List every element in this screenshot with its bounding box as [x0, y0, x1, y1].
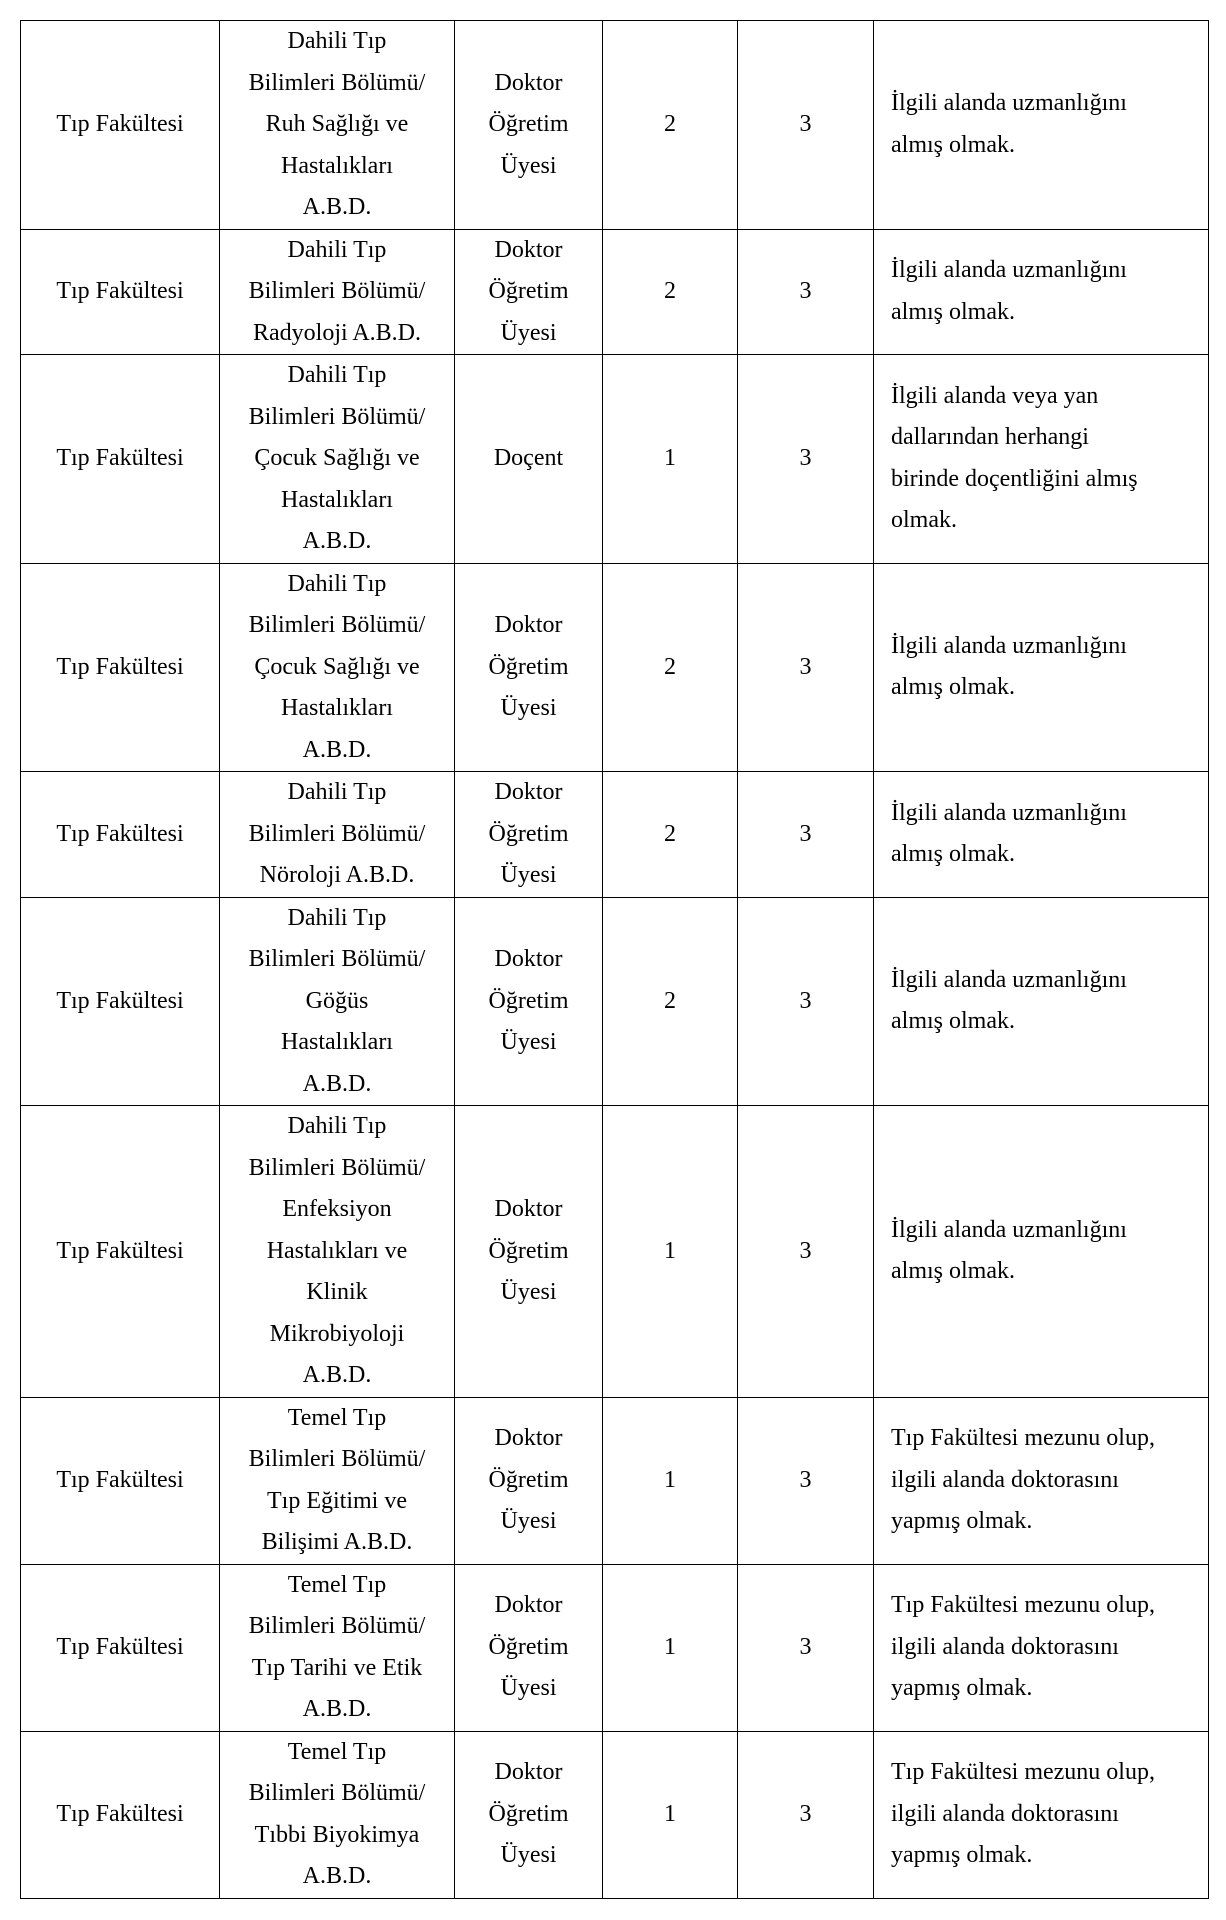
department-text: Dahili Tıp: [287, 236, 387, 263]
staff-title-text: Üyesi: [500, 695, 557, 721]
department-text: A.B.D.: [302, 1070, 372, 1097]
staff-title-text: Doktor: [494, 612, 563, 638]
staff-title-text: Üyesi: [500, 319, 557, 346]
count-cell: [603, 772, 738, 898]
requirement-cell: [874, 1106, 1209, 1398]
staff-title-cell: [455, 772, 603, 898]
degree-text: 3: [799, 445, 812, 471]
table-row: [21, 1564, 1209, 1731]
count-cell: [603, 229, 738, 355]
degree-text: 3: [799, 653, 812, 680]
requirement-text: almış olmak.: [891, 841, 1015, 868]
degree-text: 3: [799, 278, 812, 304]
staff-title-text: Öğretim: [488, 653, 569, 680]
faculty-text: Tıp Fakültesi: [56, 278, 184, 304]
department-text: Bilimleri Bölümü/: [248, 278, 426, 304]
requirement-cell: [874, 1731, 1209, 1898]
department-text: Bilimleri Bölümü/: [248, 820, 426, 847]
count-cell: [603, 1106, 738, 1398]
staff-title-text: Doktor: [494, 779, 563, 805]
department-text: Bilimleri Bölümü/: [248, 403, 426, 430]
count-text: 1: [664, 445, 676, 471]
table-row: [21, 1397, 1209, 1564]
degree-text: 3: [799, 1237, 812, 1264]
staff-title-text: Doktor: [494, 236, 563, 263]
department-text: Temel Tıp: [287, 1738, 387, 1765]
count-cell: [603, 355, 738, 564]
requirement-cell: [874, 1397, 1209, 1564]
requirement-text: yapmış olmak.: [891, 1675, 1033, 1702]
requirement-text: yapmış olmak.: [891, 1842, 1033, 1869]
faculty-text: Tıp Fakültesi: [56, 445, 184, 471]
staff-title-text: Üyesi: [500, 1675, 557, 1702]
department-text: Çocuk Sağlığı ve: [254, 653, 420, 680]
requirement-text: dallarından herhangi: [891, 424, 1089, 451]
department-text: A.B.D.: [302, 1696, 372, 1722]
staff-title-text: Öğretim: [488, 1800, 569, 1827]
count-text: 2: [664, 278, 676, 304]
requirement-text: almış olmak.: [891, 1258, 1015, 1285]
table-row: [21, 355, 1209, 564]
faculty-cell: [21, 897, 220, 1106]
faculty-cell: [21, 563, 220, 772]
staff-title-cell: [455, 1564, 603, 1731]
requirement-text: ilgili alanda doktorasını: [891, 1800, 1119, 1827]
staff-title-text: Doktor: [494, 1425, 563, 1452]
requirement-cell: [874, 897, 1209, 1106]
department-text: Bilimleri Bölümü/: [248, 1154, 426, 1181]
requirement-text: İlgili alanda uzmanlığını: [891, 632, 1127, 659]
department-cell: [220, 772, 455, 898]
faculty-cell: [21, 1731, 220, 1898]
staff-title-cell: [455, 1106, 603, 1398]
department-text: Temel Tıp: [287, 1571, 387, 1598]
degree-text: 3: [799, 1633, 812, 1660]
staff-title-cell: [455, 1731, 603, 1898]
department-text: Hastalıkları: [281, 695, 393, 721]
department-text: A.B.D.: [302, 194, 372, 220]
staff-title-text: Üyesi: [500, 1842, 557, 1869]
faculty-text: Tıp Fakültesi: [56, 987, 184, 1014]
staff-title-text: Öğretim: [488, 1466, 569, 1493]
degree-text: 3: [799, 1800, 812, 1827]
count-cell: [603, 1564, 738, 1731]
faculty-cell: [21, 1397, 220, 1564]
staff-title-text: Öğretim: [488, 820, 569, 847]
count-text: 1: [664, 1633, 676, 1660]
requirement-text: İlgili alanda uzmanlığını: [891, 799, 1127, 826]
faculty-text: Tıp Fakültesi: [56, 111, 184, 137]
requirement-text: almış olmak.: [891, 674, 1015, 701]
table-row: [21, 563, 1209, 772]
table-row: [21, 1106, 1209, 1398]
count-text: 1: [664, 1800, 676, 1827]
department-cell: [220, 1106, 455, 1398]
count-cell: [603, 21, 738, 230]
staff-title-cell: [455, 229, 603, 355]
staff-title-text: Doçent: [493, 445, 564, 471]
table-row: [21, 21, 1209, 230]
staff-title-text: Üyesi: [500, 1508, 557, 1535]
staff-title-text: Öğretim: [488, 278, 569, 304]
staff-title-text: Üyesi: [500, 152, 557, 179]
requirement-text: İlgili alanda veya yan: [891, 382, 1099, 409]
requirement-cell: [874, 772, 1209, 898]
requirement-text: İlgili alanda uzmanlığını: [891, 90, 1127, 117]
department-text: Bilimleri Bölümü/: [248, 612, 426, 638]
degree-text: 3: [799, 111, 812, 137]
department-text: Bilişimi A.B.D.: [261, 1529, 413, 1555]
staff-title-text: Öğretim: [488, 1237, 569, 1264]
degree-text: 3: [799, 1466, 812, 1493]
department-text: Radyoloji A.B.D.: [252, 319, 421, 346]
staff-title-cell: [455, 21, 603, 230]
department-text: A.B.D.: [302, 528, 372, 554]
staff-title-text: Doktor: [494, 1196, 563, 1222]
degree-text: 3: [799, 987, 812, 1014]
count-text: 2: [664, 987, 676, 1014]
department-text: Temel Tıp: [287, 1404, 387, 1431]
degree-cell: [738, 563, 874, 772]
faculty-cell: [21, 229, 220, 355]
requirement-text: almış olmak.: [891, 1008, 1015, 1035]
requirement-cell: [874, 229, 1209, 355]
faculty-cell: [21, 355, 220, 564]
requirement-text: olmak.: [891, 507, 957, 534]
requirement-text: İlgili alanda uzmanlığını: [891, 966, 1127, 993]
degree-cell: [738, 1731, 874, 1898]
requirement-cell: [874, 21, 1209, 230]
count-text: 1: [664, 1237, 676, 1264]
department-cell: [220, 21, 455, 230]
department-text: A.B.D.: [302, 1362, 372, 1388]
staff-title-text: Öğretim: [488, 1633, 569, 1660]
faculty-text: Tıp Fakültesi: [56, 1466, 184, 1493]
department-text: Bilimleri Bölümü/: [248, 946, 426, 972]
department-cell: [220, 1564, 455, 1731]
positions-table: [20, 20, 1209, 1899]
department-text: Nöroloji A.B.D.: [259, 862, 415, 888]
staff-title-cell: [455, 897, 603, 1106]
requirement-text: Tıp Fakültesi mezunu olup,: [891, 1592, 1155, 1619]
requirement-text: Tıp Fakültesi mezunu olup,: [891, 1425, 1155, 1452]
degree-cell: [738, 897, 874, 1106]
requirement-text: ilgili alanda doktorasını: [891, 1466, 1119, 1493]
department-cell: [220, 229, 455, 355]
degree-cell: [738, 1564, 874, 1731]
faculty-text: Tıp Fakültesi: [56, 1633, 184, 1660]
faculty-cell: [21, 1106, 220, 1398]
department-text: Dahili Tıp: [287, 1113, 387, 1139]
department-text: Klinik: [306, 1279, 368, 1305]
staff-title-cell: [455, 563, 603, 772]
staff-title-text: Üyesi: [500, 862, 557, 888]
department-text: Enfeksiyon: [282, 1196, 392, 1222]
staff-title-text: Öğretim: [488, 111, 569, 137]
department-text: Bilimleri Bölümü/: [248, 1613, 426, 1639]
requirement-cell: [874, 1564, 1209, 1731]
count-cell: [603, 1397, 738, 1564]
faculty-cell: [21, 772, 220, 898]
department-text: Mikrobiyoloji: [269, 1320, 405, 1347]
requirement-text: Tıp Fakültesi mezunu olup,: [891, 1759, 1155, 1786]
count-text: 1: [664, 1466, 676, 1493]
faculty-text: Tıp Fakültesi: [56, 1237, 184, 1264]
degree-cell: [738, 1397, 874, 1564]
staff-title-text: Doktor: [494, 1759, 563, 1786]
degree-text: 3: [799, 820, 812, 847]
count-cell: [603, 1731, 738, 1898]
department-text: Dahili Tıp: [287, 570, 387, 597]
department-cell: [220, 1397, 455, 1564]
count-cell: [603, 897, 738, 1106]
department-text: Bilimleri Bölümü/: [248, 1446, 426, 1472]
department-cell: [220, 355, 455, 564]
degree-cell: [738, 772, 874, 898]
table-row: [21, 229, 1209, 355]
faculty-text: Tıp Fakültesi: [56, 653, 184, 680]
department-text: Dahili Tıp: [287, 28, 387, 54]
department-text: Çocuk Sağlığı ve: [254, 445, 420, 471]
staff-title-text: Üyesi: [500, 1279, 557, 1305]
department-text: Hastalıkları: [281, 152, 393, 179]
staff-title-cell: [455, 355, 603, 564]
department-text: A.B.D.: [302, 1863, 372, 1889]
department-text: Hastalıkları: [281, 486, 393, 513]
department-text: Ruh Sağlığı ve: [265, 111, 409, 137]
department-text: A.B.D.: [302, 736, 372, 763]
department-text: Hastalıkları: [281, 1029, 393, 1055]
count-text: 2: [664, 111, 676, 137]
count-text: 2: [664, 820, 676, 847]
department-cell: [220, 563, 455, 772]
staff-title-text: Doktor: [494, 946, 563, 972]
requirement-cell: [874, 355, 1209, 564]
count-cell: [603, 563, 738, 772]
staff-title-text: Üyesi: [500, 1029, 557, 1055]
staff-title-text: Doktor: [494, 69, 563, 96]
department-cell: [220, 897, 455, 1106]
requirement-text: almış olmak.: [891, 131, 1015, 158]
department-text: Bilimleri Bölümü/: [248, 69, 426, 96]
department-text: Dahili Tıp: [287, 362, 387, 388]
requirement-cell: [874, 563, 1209, 772]
department-text: Tıp Eğitimi ve: [267, 1487, 407, 1514]
department-text: Tıp Tarihi ve Etik: [251, 1654, 423, 1681]
faculty-cell: [21, 21, 220, 230]
degree-cell: [738, 355, 874, 564]
requirement-text: İlgili alanda uzmanlığını: [891, 1216, 1127, 1243]
requirement-text: birinde doçentliğini almış: [891, 465, 1138, 492]
department-cell: [220, 1731, 455, 1898]
staff-title-text: Doktor: [494, 1592, 563, 1619]
faculty-text: Tıp Fakültesi: [56, 820, 184, 847]
table-body: [21, 21, 1209, 1899]
department-text: Dahili Tıp: [287, 779, 387, 805]
staff-title-cell: [455, 1397, 603, 1564]
staff-title-text: Öğretim: [488, 987, 569, 1014]
degree-cell: [738, 21, 874, 230]
requirement-text: yapmış olmak.: [891, 1508, 1033, 1535]
table-row: [21, 772, 1209, 898]
department-text: Tıbbi Biyokimya: [254, 1821, 420, 1848]
department-text: Dahili Tıp: [287, 904, 387, 931]
count-text: 2: [664, 653, 676, 680]
degree-cell: [738, 229, 874, 355]
department-text: Hastalıkları ve: [266, 1237, 408, 1264]
table-row: [21, 1731, 1209, 1898]
requirement-text: İlgili alanda uzmanlığını: [891, 257, 1127, 284]
faculty-cell: [21, 1564, 220, 1731]
table-row: [21, 897, 1209, 1106]
department-text: Göğüs: [305, 987, 369, 1014]
requirement-text: almış olmak.: [891, 298, 1015, 325]
department-text: Bilimleri Bölümü/: [248, 1780, 426, 1806]
degree-cell: [738, 1106, 874, 1398]
requirement-text: ilgili alanda doktorasını: [891, 1633, 1119, 1660]
faculty-text: Tıp Fakültesi: [56, 1800, 184, 1827]
